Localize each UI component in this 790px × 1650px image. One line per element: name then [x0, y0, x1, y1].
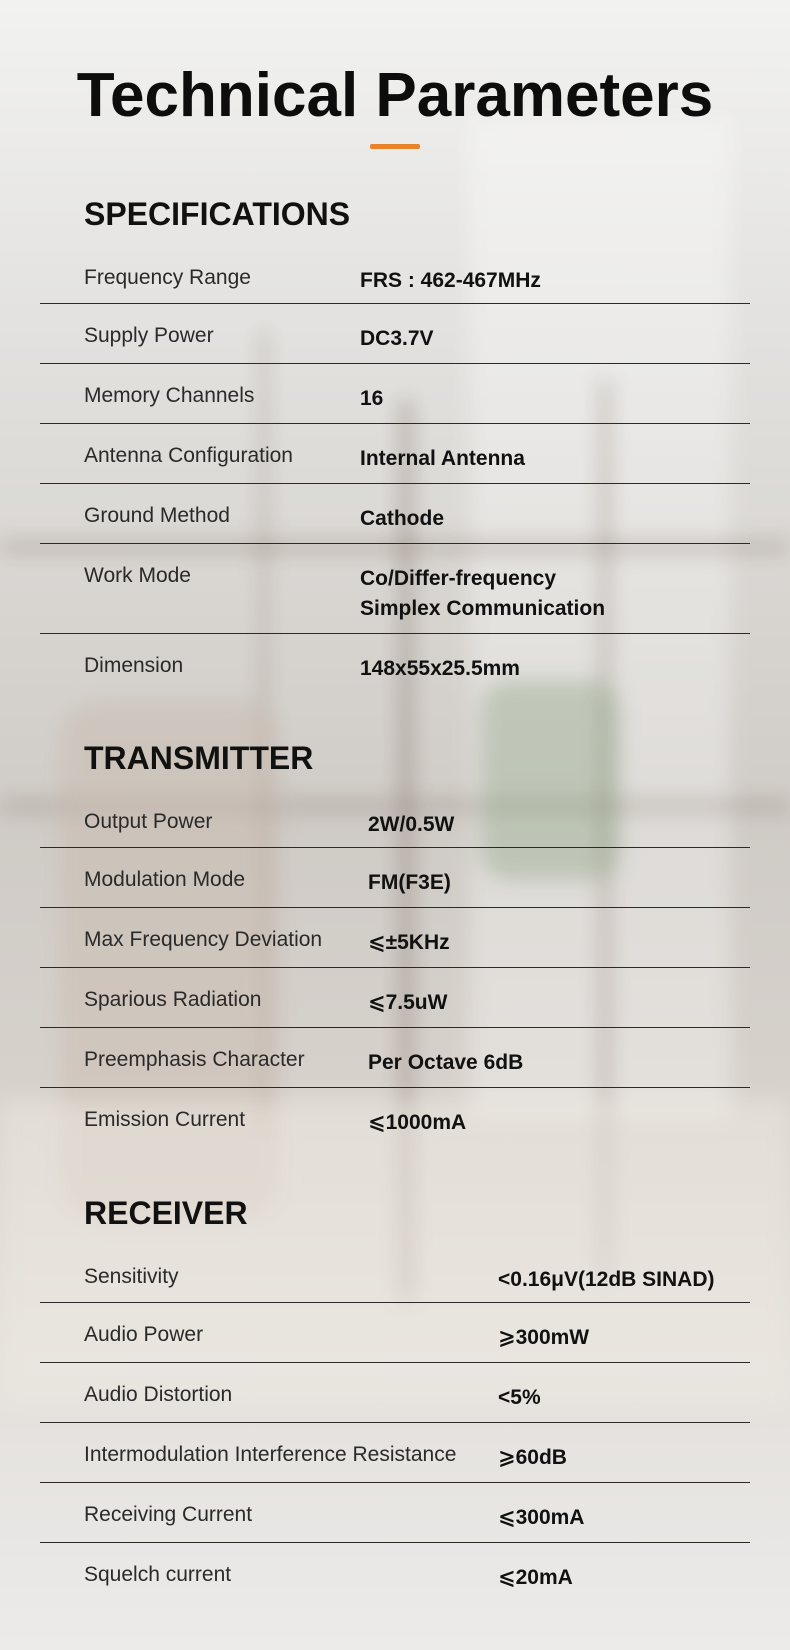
- spec-value: [368, 1108, 466, 1138]
- spec-label: Preemphasis Character: [84, 1048, 305, 1071]
- spec-label: Max Frequency Deviation: [84, 928, 323, 951]
- table-row: [40, 304, 750, 364]
- spec-label: Output Power: [84, 810, 213, 833]
- section-title-receiver: RECEIVER: [84, 1195, 248, 1231]
- spec-value: [368, 1048, 523, 1078]
- spec-value-line: <0.16μV(12dB SINAD): [498, 1268, 715, 1291]
- spec-value-line: Cathode: [360, 507, 444, 530]
- table-row: [40, 1483, 750, 1543]
- spec-value-line: ⩽7.5uW: [368, 991, 448, 1014]
- spec-label: Sensitivity: [84, 1265, 179, 1288]
- spec-label: Receiving Current: [84, 1503, 253, 1526]
- spec-value-line: FRS : 462-467MHz: [360, 269, 541, 292]
- spec-value-line: Per Octave 6dB: [368, 1051, 524, 1074]
- spec-label: Squelch current: [84, 1563, 232, 1586]
- section-title-transmitter: TRANSMITTER: [84, 740, 314, 776]
- spec-label: Intermodulation Interference Resistance: [84, 1443, 457, 1466]
- spec-value: [368, 810, 454, 840]
- spec-value-line: 148x55x25.5mm: [360, 657, 520, 680]
- title-accent-bar: [370, 144, 420, 149]
- spec-label: Antenna Configuration: [84, 444, 293, 467]
- table-row: [40, 908, 750, 968]
- table-row: [40, 968, 750, 1028]
- spec-value-line: Simplex Communication: [360, 597, 606, 620]
- spec-table-receiver: [40, 1245, 750, 1603]
- spec-value-line: ⩽300mA: [498, 1506, 585, 1529]
- table-row: [40, 1028, 750, 1088]
- spec-value: [360, 324, 434, 354]
- table-row: [40, 424, 750, 484]
- spec-value: [498, 1323, 589, 1353]
- table-row: [40, 1303, 750, 1363]
- spec-value-line: ⩽±5KHz: [368, 931, 450, 954]
- table-row: [40, 1543, 750, 1603]
- spec-value: [498, 1443, 567, 1473]
- spec-label: Work Mode: [84, 564, 191, 587]
- spec-label: Audio Distortion: [84, 1383, 233, 1406]
- table-row: [40, 1088, 750, 1148]
- spec-label: Supply Power: [84, 324, 214, 347]
- table-row: [40, 484, 750, 544]
- spec-table-specifications: [40, 246, 750, 694]
- spec-table-transmitter: [40, 790, 750, 1148]
- table-row: [40, 1245, 750, 1303]
- table-row: [40, 848, 750, 908]
- spec-label: Frequency Range: [84, 266, 251, 289]
- spec-value: [360, 504, 444, 534]
- spec-value: [360, 444, 525, 474]
- spec-value: [498, 1265, 715, 1295]
- page-title: Technical Parameters: [76, 61, 714, 130]
- spec-label: Memory Channels: [84, 384, 255, 407]
- table-row: [40, 364, 750, 424]
- spec-value: [360, 384, 383, 414]
- spec-value-line: ⩾60dB: [498, 1446, 567, 1469]
- spec-label: Dimension: [84, 654, 184, 677]
- table-row: [40, 634, 750, 694]
- spec-label: Sparious Radiation: [84, 988, 262, 1011]
- spec-value: [368, 868, 451, 898]
- spec-value: [360, 564, 605, 624]
- spec-label: Ground Method: [84, 504, 230, 527]
- spec-value-line: Internal Antenna: [360, 447, 525, 470]
- spec-value-line: ⩽1000mA: [368, 1111, 467, 1134]
- spec-value: [360, 266, 541, 296]
- spec-value: [368, 928, 450, 958]
- spec-value-line: ⩽20mA: [498, 1566, 573, 1589]
- spec-value: [360, 654, 520, 684]
- spec-value: [368, 988, 447, 1018]
- table-row: [40, 1363, 750, 1423]
- spec-value-line: DC3.7V: [360, 327, 434, 350]
- table-row: [40, 544, 750, 634]
- spec-value-line: 2W/0.5W: [368, 813, 455, 836]
- spec-label: Audio Power: [84, 1323, 204, 1346]
- spec-value-line: Co/Differ-frequency: [360, 567, 557, 590]
- table-row: [40, 1423, 750, 1483]
- table-row: [40, 790, 750, 848]
- section-title-specifications: SPECIFICATIONS: [84, 196, 351, 232]
- spec-value-line: FM(F3E): [368, 871, 451, 894]
- spec-value-line: ⩾300mW: [498, 1326, 590, 1349]
- spec-label: Modulation Mode: [84, 868, 246, 891]
- spec-value: [498, 1383, 541, 1413]
- spec-label: Emission Current: [84, 1108, 246, 1131]
- spec-value-line: 16: [360, 387, 384, 410]
- spec-value-line: <5%: [498, 1386, 541, 1409]
- spec-value: [498, 1503, 584, 1533]
- table-row: [40, 246, 750, 304]
- spec-value: [498, 1563, 573, 1593]
